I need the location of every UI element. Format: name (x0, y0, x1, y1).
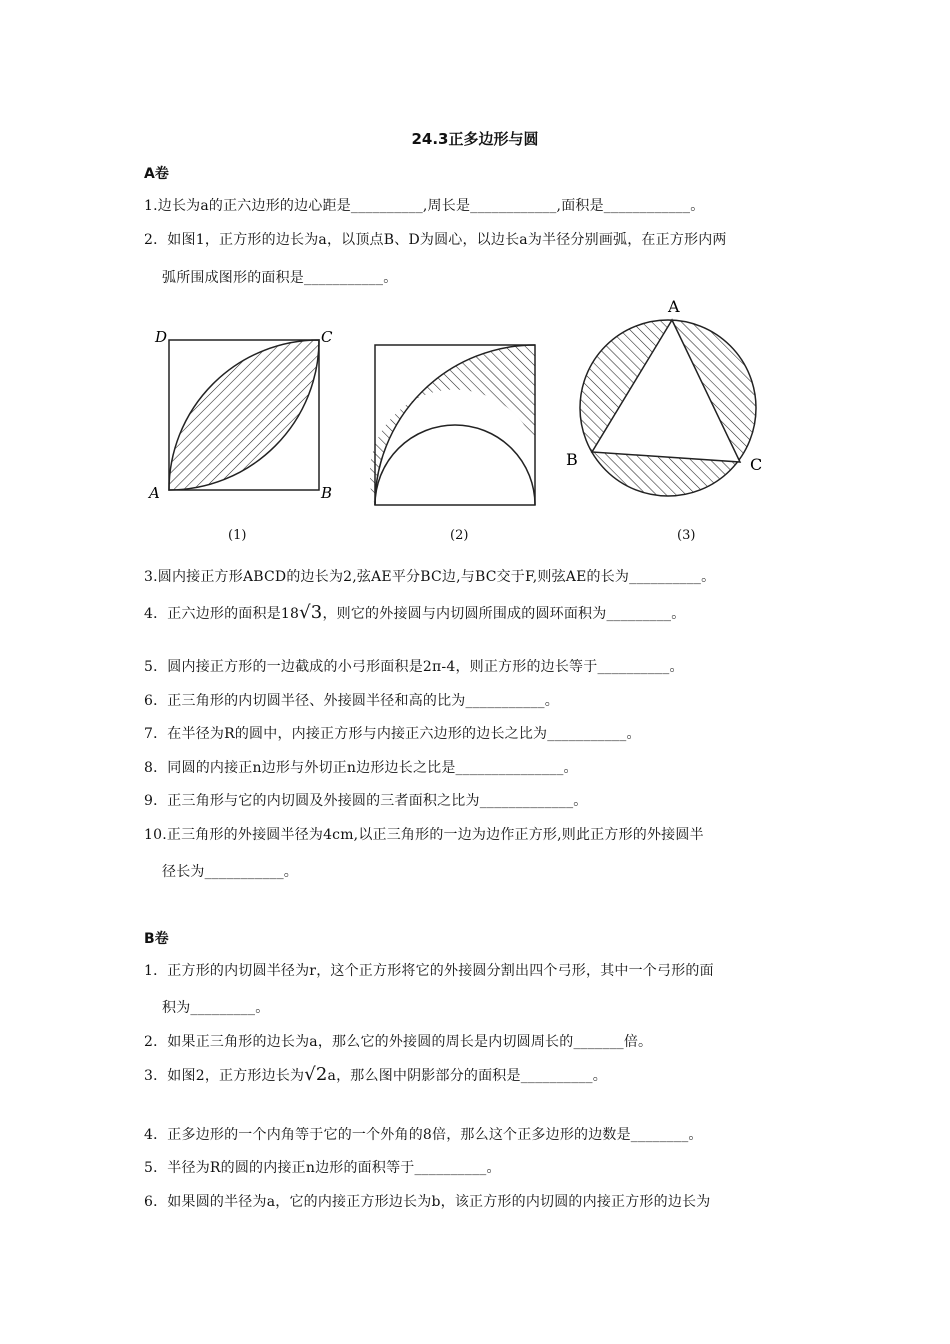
question-a1: 1.边长为a的正六边形的边心距是__________,周长是____________,面积是____________。 (144, 198, 705, 214)
figure-3-label-c: C (750, 455, 763, 474)
question-a4-text-end: ，则它的外接圆与内切圆所围成的圆环面积为_________。 (322, 606, 686, 622)
figure-3 (560, 290, 780, 500)
question-a2: 2．如图1，正方形的边长为a，以顶点B、D为圆心，以边长a为半径分别画弧，在正方形内两 (144, 232, 727, 248)
question-a2-cont: 弧所围成图形的面积是___________。 (162, 270, 398, 286)
figure-2 (370, 340, 540, 510)
question-b4: 4．正多边形的一个内角等于它的一个外角的8倍，那么这个正多边形的边数是________。 (144, 1127, 703, 1143)
figure-3-caption: (3) (677, 528, 696, 543)
question-b1: 1．正方形的内切圆半径为r，这个正方形将它的外接圆分割出四个弓形，其中一个弓形的面 (144, 963, 714, 979)
question-a10-cont: 径长为___________。 (162, 864, 298, 880)
figure-1-label-b: B (321, 484, 333, 502)
sqrt-3: √3 (299, 602, 323, 623)
figure-1-label-d: D (155, 328, 168, 346)
question-a5: 5．圆内接正方形的一边截成的小弓形面积是2π-4，则正方形的边长等于__________。 (144, 659, 684, 675)
figure-1 (145, 320, 345, 505)
question-a10: 10.正三角形的外接圆半径为4cm,以正三角形的一边为边作正方形,则此正方形的外接圆半 (144, 827, 704, 843)
figure-1-caption: (1) (228, 528, 247, 543)
figure-3-label-a: A (668, 297, 680, 316)
question-b3-text: 3．如图2，正方形边长为 (144, 1068, 305, 1084)
question-a9: 9．正三角形与它的内切圆及外接圆的三者面积之比为_____________。 (144, 793, 588, 809)
figure-1-label-c: C (321, 328, 333, 346)
question-a3: 3.圆内接正方形ABCD的边长为2,弦AE平分BC边,与BC交于F,则弦AE的长为__________。 (144, 569, 716, 585)
section-a-heading: A卷 (144, 166, 169, 182)
question-b1-cont: 积为_________。 (162, 1000, 270, 1016)
question-a8: 8．同圆的内接正n边形与外切正n边形边长之比是_______________。 (144, 760, 578, 776)
sqrt-2: √2 (304, 1064, 328, 1085)
figure-1-label-a: A (149, 484, 160, 502)
figure-2-caption: (2) (450, 528, 469, 543)
question-a4-text: 4．正六边形的面积是18 (144, 606, 300, 622)
question-b3 (144, 1064, 607, 1085)
section-b-heading: B卷 (144, 931, 169, 947)
question-b5: 5．半径为R的圆的内接正n边形的面积等于__________。 (144, 1160, 501, 1176)
figure-3-label-b: B (566, 450, 578, 469)
question-b2: 2．如果正三角形的边长为a，那么它的外接圆的周长是内切圆周长的_______倍。 (144, 1034, 653, 1050)
question-b6: 6．如果圆的半径为a，它的内接正方形边长为b，该正方形的内切圆的内接正方形的边长为 (144, 1194, 711, 1210)
question-a4 (144, 602, 685, 623)
question-a6: 6．正三角形的内切圆半径、外接圆半径和高的比为___________。 (144, 693, 559, 709)
question-a7: 7．在半径为R的圆中，内接正方形与内接正六边形的边长之比为___________。 (144, 726, 641, 742)
page-title: 24.3正多边形与圆 (411, 130, 539, 148)
question-b3-text-end: a，那么图中阴影部分的面积是__________。 (327, 1068, 607, 1084)
